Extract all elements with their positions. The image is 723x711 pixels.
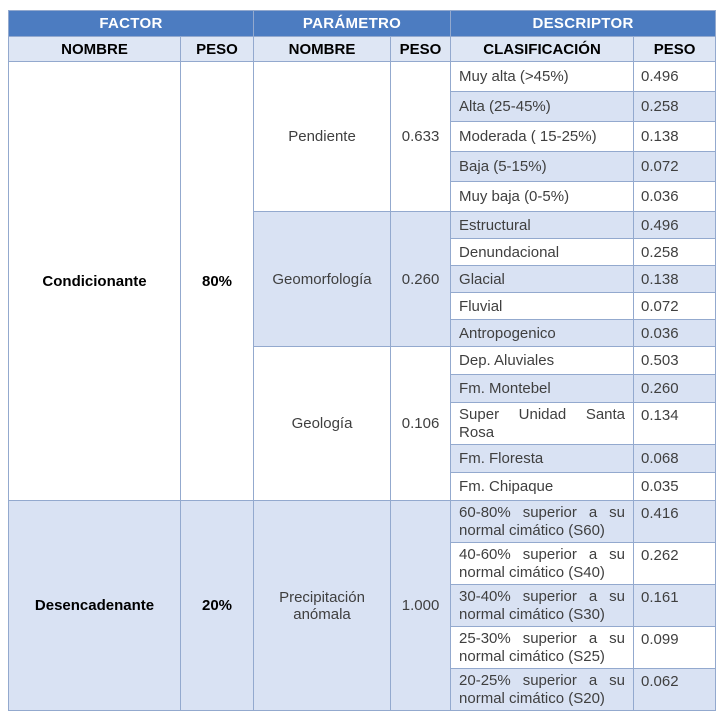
clasificacion-cell: 25-30% superior a su normal cimático (S25) (451, 627, 634, 669)
clasificacion-cell: 30-40% superior a su normal cimático (S30) (451, 585, 634, 627)
clasificacion-cell: Muy baja (0-5%) (451, 182, 634, 212)
peso-cell: 0.072 (634, 152, 716, 182)
peso-cell: 0.036 (634, 320, 716, 347)
param-weight-cell: 0.633 (391, 62, 451, 212)
peso-cell: 0.416 (634, 501, 716, 543)
peso-cell: 0.072 (634, 293, 716, 320)
peso-cell: 0.134 (634, 403, 716, 445)
factor-name-cell: Desencadenante (9, 501, 181, 711)
subheader-clasificacion: CLASIFICACIÓN (451, 37, 634, 62)
peso-cell: 0.068 (634, 445, 716, 473)
peso-cell: 0.503 (634, 347, 716, 375)
subheader-param-nombre: NOMBRE (254, 37, 391, 62)
clasificacion-cell: 20-25% superior a su normal cimático (S20) (451, 669, 634, 711)
clasificacion-cell: Alta (25-45%) (451, 92, 634, 122)
clasificacion-cell: Fm. Montebel (451, 375, 634, 403)
clasificacion-cell: Super Unidad Santa Rosa (451, 403, 634, 445)
factor-weight-cell: 20% (181, 501, 254, 711)
peso-cell: 0.138 (634, 122, 716, 152)
peso-cell: 0.496 (634, 62, 716, 92)
header-factor: FACTOR (9, 11, 254, 37)
param-weight-cell: 1.000 (391, 501, 451, 711)
clasificacion-cell: Denundacional (451, 239, 634, 266)
clasificacion-cell: Dep. Aluviales (451, 347, 634, 375)
peso-cell: 0.035 (634, 473, 716, 501)
subheader-peso: PESO (634, 37, 716, 62)
clasificacion-cell: Moderada ( 15-25%) (451, 122, 634, 152)
param-name-cell: Geomorfología (254, 212, 391, 347)
clasificacion-cell: Baja (5-15%) (451, 152, 634, 182)
header-row-sub (9, 37, 716, 62)
table-row (9, 62, 716, 92)
peso-cell: 0.258 (634, 92, 716, 122)
param-weight-cell: 0.260 (391, 212, 451, 347)
clasificacion-cell: 40-60% superior a su normal cimático (S40) (451, 543, 634, 585)
subheader-factor-nombre: NOMBRE (9, 37, 181, 62)
header-row-groups (9, 11, 716, 37)
param-weight-cell: 0.106 (391, 347, 451, 501)
clasificacion-cell: Estructural (451, 212, 634, 239)
header-descriptor: DESCRIPTOR (451, 11, 716, 37)
param-name-cell: Geología (254, 347, 391, 501)
peso-cell: 0.496 (634, 212, 716, 239)
subheader-param-peso: PESO (391, 37, 451, 62)
factor-weight-cell: 80% (181, 62, 254, 501)
peso-cell: 0.099 (634, 627, 716, 669)
clasificacion-cell: Fm. Chipaque (451, 473, 634, 501)
peso-cell: 0.161 (634, 585, 716, 627)
weights-table (8, 10, 716, 711)
clasificacion-cell: Muy alta (>45%) (451, 62, 634, 92)
peso-cell: 0.262 (634, 543, 716, 585)
clasificacion-cell: Fm. Floresta (451, 445, 634, 473)
peso-cell: 0.258 (634, 239, 716, 266)
clasificacion-cell: Glacial (451, 266, 634, 293)
peso-cell: 0.260 (634, 375, 716, 403)
param-name-cell: Pendiente (254, 62, 391, 212)
subheader-factor-peso: PESO (181, 37, 254, 62)
peso-cell: 0.036 (634, 182, 716, 212)
factor-name-cell: Condicionante (9, 62, 181, 501)
clasificacion-cell: 60-80% superior a su normal cimático (S60) (451, 501, 634, 543)
header-parametro: PARÁMETRO (254, 11, 451, 37)
peso-cell: 0.062 (634, 669, 716, 711)
table-row (9, 501, 716, 543)
clasificacion-cell: Fluvial (451, 293, 634, 320)
peso-cell: 0.138 (634, 266, 716, 293)
param-name-cell: Precipitación anómala (254, 501, 391, 711)
clasificacion-cell: Antropogenico (451, 320, 634, 347)
